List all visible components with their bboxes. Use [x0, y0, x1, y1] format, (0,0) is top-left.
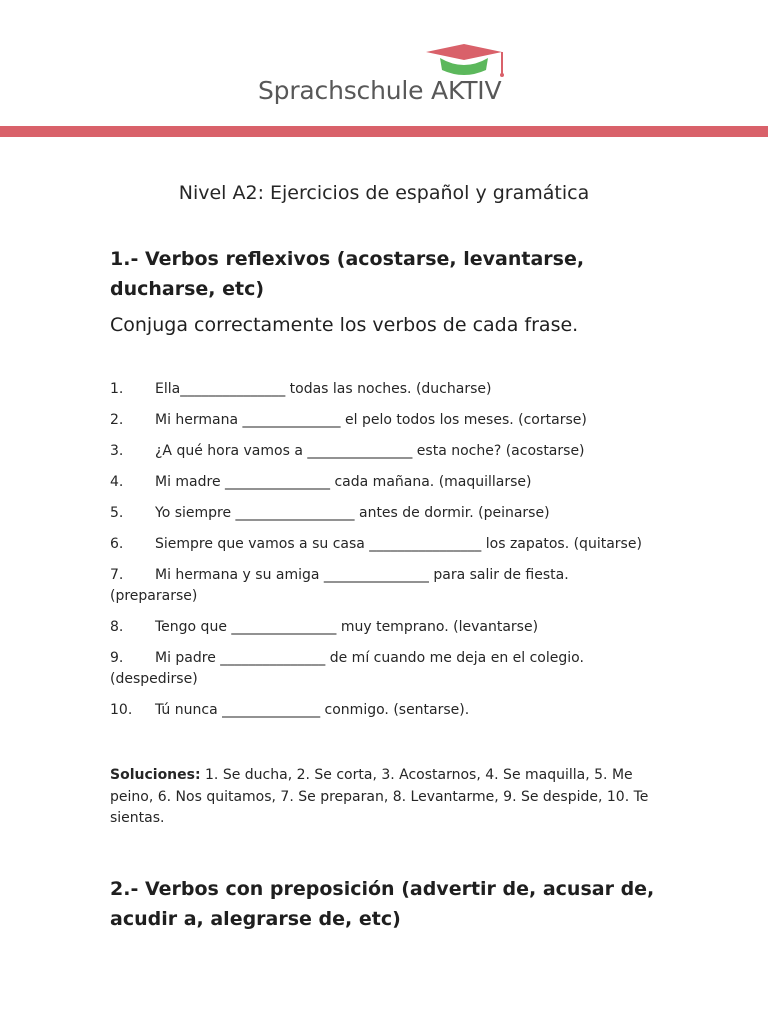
- exercise-number: 3.: [110, 443, 124, 459]
- section-2-title: 2.- Verbos con preposición (advertir de, acusar de, acudir a, alegrarse de, etc): [110, 878, 655, 930]
- exercise-item: [110, 565, 660, 607]
- logo-text: Sprachschule AKTIV: [258, 76, 502, 105]
- exercise-text: Mi hermana ______________ el pelo todos los meses. (cortarse): [155, 412, 587, 428]
- exercise-number: 6.: [110, 536, 124, 552]
- exercise-text: Siempre que vamos a su casa ________________ los zapatos. (quitarse): [155, 536, 642, 552]
- exercise-text: Mi hermana y su amiga _______________ para salir de fiesta. (prepararse): [110, 567, 569, 604]
- exercise-item: [110, 379, 660, 400]
- exercise-item: [110, 503, 660, 524]
- exercise-number: 7.: [110, 567, 124, 583]
- section-1-instruction: Conjuga correctamente los verbos de cada frase.: [110, 314, 579, 336]
- exercise-item: [110, 700, 660, 721]
- exercise-text: Ella_______________ todas las noches. (ducharse): [155, 381, 492, 397]
- exercise-number: 9.: [110, 650, 124, 666]
- solutions-label: Soluciones:: [110, 767, 201, 783]
- section-1-title: 1.- Verbos reflexivos (acostarse, levantarse, ducharse, etc): [110, 248, 585, 300]
- exercise-number: 2.: [110, 412, 124, 428]
- exercise-number: 1.: [110, 381, 124, 397]
- exercise-item: [110, 441, 660, 462]
- exercise-list: [110, 379, 660, 731]
- exercise-item: [110, 472, 660, 493]
- exercise-number: 10.: [110, 702, 133, 718]
- solutions-text: 1. Se ducha, 2. Se corta, 3. Acostarnos, 4. Se maquilla, 5. Me peino, 6. Nos quitamos, 7. Se preparan, 8. Levantarme, 9. Se despide, 10. Te sientas.: [110, 767, 649, 826]
- exercise-text: Mi madre _______________ cada mañana. (maquillarse): [155, 474, 532, 490]
- logo: [0, 40, 768, 110]
- header-band: [0, 126, 768, 137]
- exercise-text: ¿A qué hora vamos a _______________ esta noche? (acostarse): [155, 443, 585, 459]
- solutions: [110, 765, 662, 830]
- exercise-number: 5.: [110, 505, 124, 521]
- exercise-text: Mi padre _______________ de mí cuando me deja en el colegio. (despedirse): [110, 650, 584, 687]
- exercise-number: 4.: [110, 474, 124, 490]
- exercise-item: [110, 617, 660, 638]
- exercise-item: [110, 534, 660, 555]
- exercise-text: Yo siempre _________________ antes de dormir. (peinarse): [155, 505, 550, 521]
- page-title: Nivel A2: Ejercicios de español y gramática: [178, 182, 590, 204]
- exercise-text: Tengo que _______________ muy temprano. (levantarse): [155, 619, 539, 635]
- exercise-item: [110, 410, 660, 431]
- exercise-item: [110, 648, 660, 690]
- exercise-text: Tú nunca ______________ conmigo. (sentarse).: [155, 702, 470, 718]
- exercise-number: 8.: [110, 619, 124, 635]
